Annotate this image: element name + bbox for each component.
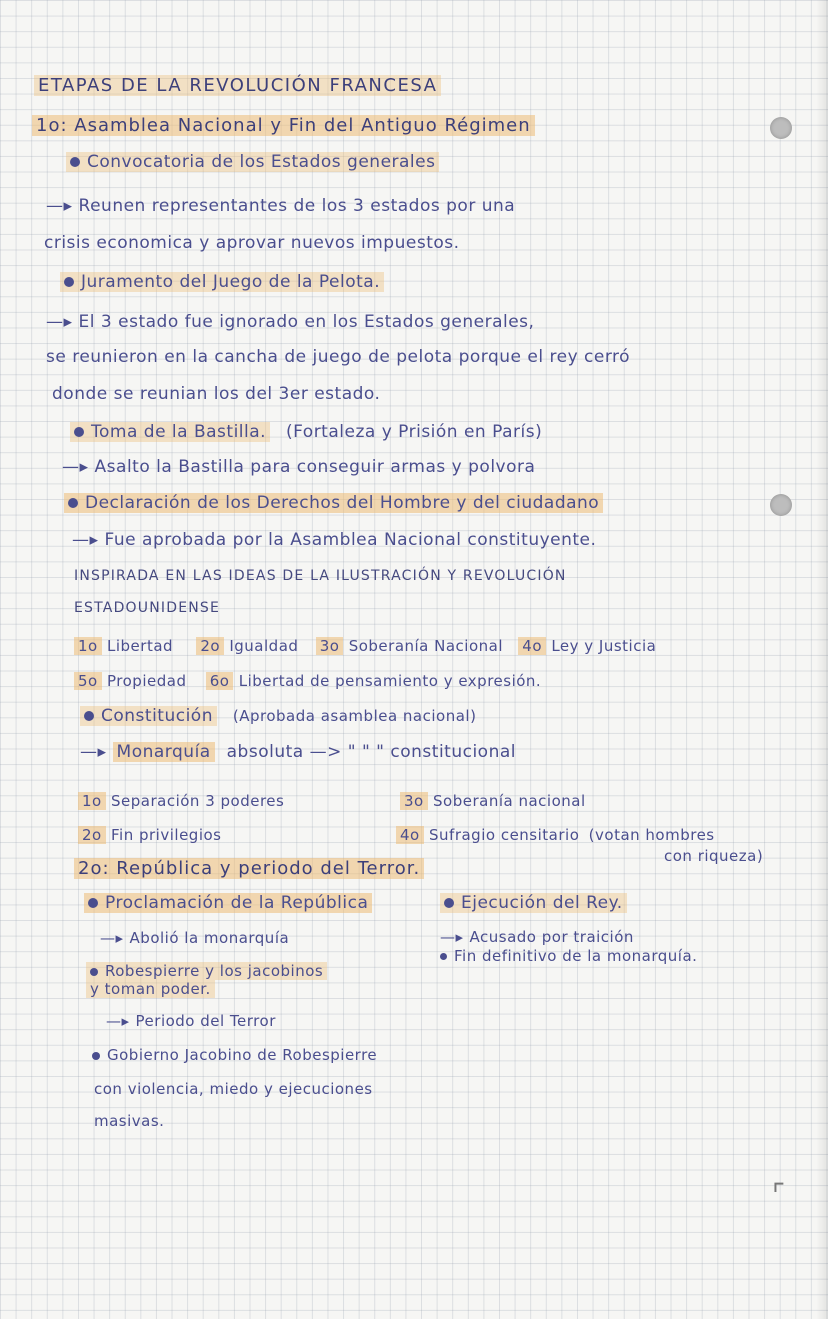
robespierre-heading: Robespierre y los jacobinos [86, 962, 327, 980]
binder-hole [770, 494, 792, 516]
constitucion-item: 1o Separación 3 poderes [78, 792, 284, 810]
robespierre-heading: y toman poder. [86, 980, 215, 998]
juramento-heading: Juramento del Juego de la Pelota. [60, 272, 384, 292]
convocatoria-line: —▸Reunen representantes de los 3 estados por una [46, 196, 515, 216]
arrow-icon [72, 530, 99, 550]
juramento-line: se reunieron en la cancha de juego de pelota porque el rey cerró [46, 347, 631, 367]
ejecucion-line: Fin definitivo de la monarquía. [440, 947, 697, 965]
constitucion-item: 3o Soberanía nacional [400, 792, 586, 810]
bullet-dot [70, 157, 80, 167]
declaracion-line: —▸Fue aprobada por la Asamblea Nacional constituyente. [72, 530, 596, 550]
declaracion-heading: Declaración de los Derechos del Hombre y del ciudadano [64, 493, 603, 513]
declaracion-caps: ESTADOUNIDENSE [74, 600, 221, 616]
robespierre-line: —▸Periodo del Terror [106, 1012, 276, 1030]
arrow-icon [62, 457, 89, 477]
arrow-icon [46, 196, 73, 216]
gobierno-line: con violencia, miedo y ejecuciones [94, 1080, 373, 1098]
rights-row: 1o Libertad 2o Igualdad 3o Soberanía Nacional 4o Ley y Justicia [74, 637, 656, 655]
page-title: ETAPAS DE LA REVOLUCIÓN FRANCESA [34, 75, 441, 96]
juramento-line: donde se reunian los del 3er estado. [52, 384, 381, 404]
arrow-icon [106, 1012, 130, 1030]
constitucion-line: —▸Monarquía absoluta —> " " " constitucional [80, 742, 516, 762]
gobierno-line: masivas. [94, 1112, 165, 1130]
bullet-dot [64, 277, 74, 287]
juramento-line: —▸El 3 estado fue ignorado en los Estados generales, [46, 312, 534, 332]
arrow-icon [80, 742, 107, 762]
bastilla-heading: Toma de la Bastilla. (Fortaleza y Prisión en París) [70, 422, 542, 442]
bullet-dot [84, 711, 94, 721]
proclamacion-line: —▸Abolió la monarquía [100, 929, 289, 947]
bullet-dot [90, 968, 98, 976]
section-1-heading: 1o: Asamblea Nacional y Fin del Antiguo Régimen [32, 115, 535, 136]
ejecucion-heading: Ejecución del Rey. [440, 893, 627, 913]
gobierno-heading: Gobierno Jacobino de Robespierre [92, 1046, 377, 1064]
binder-hole [770, 117, 792, 139]
section-2-heading: 2o: República y periodo del Terror. [74, 858, 424, 879]
sufragio-note: con riqueza) [664, 847, 764, 865]
page-curl-mark: ⌜ [772, 1178, 786, 1211]
bullet-dot [88, 898, 98, 908]
bullet-dot [74, 427, 84, 437]
arrow-icon [100, 929, 124, 947]
ejecucion-line: —▸ Acusado por traición [440, 928, 634, 946]
rights-row: 5o Propiedad 6o Libertad de pensamiento y expresión. [74, 672, 541, 690]
bullet-dot [440, 953, 447, 960]
convocatoria-line: crisis economica y aprovar nuevos impuestos. [44, 233, 460, 253]
constitucion-heading: Constitución (Aprobada asamblea nacional) [80, 706, 476, 726]
declaracion-caps: INSPIRADA EN LAS IDEAS DE LA ILUSTRACIÓN Y REVOLUCIÓN [74, 568, 567, 584]
bullet-dot [68, 498, 78, 508]
bastilla-line: —▸Asalto la Bastilla para conseguir armas y polvora [62, 457, 535, 477]
constitucion-item: 4o Sufragio censitario (votan hombres [396, 826, 715, 844]
bullet-dot [92, 1052, 100, 1060]
arrow-icon [46, 312, 73, 332]
convocatoria-heading: Convocatoria de los Estados generales [66, 152, 439, 172]
arrow-icon [440, 928, 464, 946]
proclamacion-heading: Proclamación de la República [84, 893, 372, 913]
bullet-dot [444, 898, 454, 908]
page-edge-shadow [816, 0, 828, 1319]
constitucion-item: 2o Fin privilegios [78, 826, 221, 844]
